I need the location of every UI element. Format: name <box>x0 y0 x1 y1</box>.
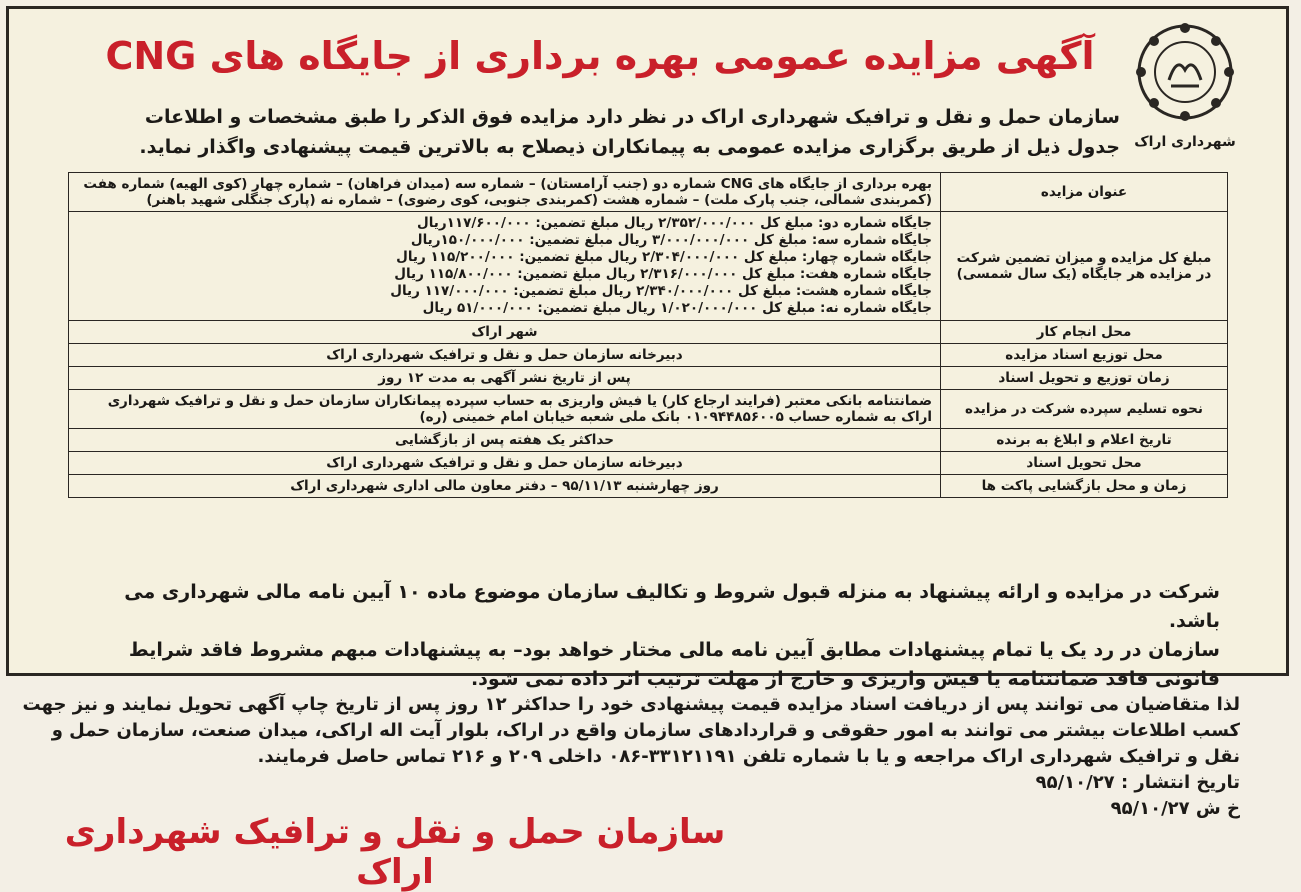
table-row <box>69 212 1228 321</box>
row-value: بهره برداری از جایگاه های CNG شماره دو (جنب آرامستان) – شماره سه (میدان فراهان) – شماره چهار (کوی الهیه) شماره هفت (کمربندی شمالی، جنب پارک ملت) – شماره هشت (کمربندی جنوبی، کوی رضوی) – شماره نه (پارک جنگلی شهید باهنر) <box>69 173 941 212</box>
row-value: دبیرخانه سازمان حمل و نقل و ترافیک شهرداری اراک <box>69 452 941 475</box>
row-label: تاریخ اعلام و ابلاغ به برنده <box>941 429 1228 452</box>
terms-paragraph: سازمان در رد یک یا تمام پیشنهادات مطابق آیین نامه مالی مختار خواهد بود– به پیشنهادات مبهم مشروط فاقد شرایط قانونی فاقد ضمانتنامه یا فیش واریزی و خارج از مهلت ترتیب اثر داده نمی شود. <box>128 639 1220 690</box>
table-row <box>69 367 1228 390</box>
table-row <box>69 321 1228 344</box>
station-amount-line: جایگاه شماره چهار: مبلغ کل ۲/۳۰۴/۰۰۰/۰۰۰ ریال مبلغ تضمین: ۱۱۵/۲۰۰/۰۰۰ ریال <box>396 249 932 265</box>
page-title: آگهی مزایده عمومی بهره برداری از جایگاه های CNG <box>105 34 1095 78</box>
table-row <box>69 452 1228 475</box>
footer-section <box>15 692 1240 822</box>
station-amount-line: جایگاه شماره هفت: مبلغ کل ۲/۳۱۶/۰۰۰/۰۰۰ ریال مبلغ تضمین: ۱۱۵/۸۰۰/۰۰۰ ریال <box>394 266 932 282</box>
row-value: روز چهارشنبه ۹۵/۱۱/۱۳ – دفتر معاون مالی اداری شهرداری اراک <box>69 475 941 498</box>
row-label: محل تحویل اسناد <box>941 452 1228 475</box>
row-value: حداکثر یک هفته پس از بازگشایی <box>69 429 941 452</box>
intro-paragraph: سازمان حمل و نقل و ترافیک شهرداری اراک در نظر دارد مزایده فوق الذکر را طبق مشخصات و اطلاعات جدول ذیل از طریق برگزاری مزایده عمومی به پیمانکاران ذیصلاح به بالاترین قیمت پیشنهادی واگذار نماید. <box>139 106 1120 158</box>
row-label: نحوه تسلیم سپرده شرکت در مزایده <box>941 390 1228 429</box>
station-amounts <box>69 212 941 321</box>
logo-caption: شهرداری اراک <box>1134 134 1236 150</box>
terms-paragraph: شرکت در مزایده و ارائه پیشنهاد به منزله قبول شروط و تکالیف سازمان موضوع ماده ۱۰ آیین نامه مالی شهرداری می باشد. <box>124 581 1220 632</box>
row-value: دبیرخانه سازمان حمل و نقل و ترافیک شهرداری اراک <box>69 344 941 367</box>
row-value: ضمانتنامه بانکی معتبر (فرایند ارجاع کار) یا فیش واریزی به حساب سپرده پیمانکاران سازمان حمل و نقل و ترافیک شهرداری اراک به شماره حساب ۰۱۰۹۴۴۸۵۶۰۰۵ بانک ملی شعبه خیابان امام خمینی (ره) <box>69 390 941 429</box>
table-row <box>69 390 1228 429</box>
footer-paragraph: لذا متقاضیان می توانند پس از دریافت اسناد مزایده قیمت پیشنهادی خود را حداکثر ۱۲ روز پس از تاریخ چاپ آگهی تحویل نمایند و نیز جهت کسب اطلاعات بیشتر می توانند به امور حقوقی و قراردادهای سازمان واقع در اراک، بلوار آیت اله اراکی، میدان صنعت، سازمان حمل و نقل و ترافیک شهرداری اراک مراجعه و یا با شماره تلفن ۳۳۱۲۱۱۹۱-۰۸۶ داخلی ۲۰۹ و ۲۱۶ تماس حاصل فرمایند. <box>22 694 1240 767</box>
table-row <box>69 173 1228 212</box>
row-label: زمان توزیع و تحویل اسناد <box>941 367 1228 390</box>
row-label: محل توزیع اسناد مزایده <box>941 344 1228 367</box>
row-label: زمان و محل بازگشایی پاکت ها <box>941 475 1228 498</box>
station-amount-line: جایگاه شماره دو: مبلغ کل ۲/۳۵۲/۰۰۰/۰۰۰ ریال مبلغ تضمین: ۱۱۷/۶۰۰/۰۰۰ریال <box>417 215 932 231</box>
publication-code: خ ش ۹۵/۱۰/۲۷ <box>1110 798 1240 819</box>
station-amount-line: جایگاه شماره هشت: مبلغ کل ۲/۳۴۰/۰۰۰/۰۰۰ ریال مبلغ تضمین: ۱۱۷/۰۰۰/۰۰۰ ریال <box>390 283 932 299</box>
row-label: مبلغ کل مزایده و میزان تضمین شرکت در مزایده هر جایگاه (یک سال شمسی) <box>941 212 1228 321</box>
auction-details-table <box>68 172 1228 498</box>
terms-section <box>100 578 1220 694</box>
station-amount-line: جایگاه شماره نه: مبلغ کل ۱/۰۲۰/۰۰۰/۰۰۰ ریال مبلغ تضمین: ۵۱/۰۰۰/۰۰۰ ریال <box>422 300 932 316</box>
table-row <box>69 475 1228 498</box>
row-label: محل انجام کار <box>941 321 1228 344</box>
station-amount-line: جایگاه شماره سه: مبلغ کل ۳/۰۰۰/۰۰۰/۰۰۰ ریال مبلغ تضمین: ۱۵۰/۰۰۰/۰۰۰ریال <box>410 232 932 248</box>
table-row <box>69 344 1228 367</box>
table-row <box>69 429 1228 452</box>
publish-date: تاریخ انتشار : ۹۵/۱۰/۲۷ <box>1035 772 1240 793</box>
organization-signature: سازمان حمل و نقل و ترافیک شهرداری اراک <box>64 812 726 892</box>
arak-municipality-logo <box>1125 20 1245 150</box>
row-value: شهر اراک <box>69 321 941 344</box>
row-label: عنوان مزایده <box>941 173 1228 212</box>
municipality-emblem-icon <box>1125 20 1245 130</box>
row-value: پس از تاریخ نشر آگهی به مدت ۱۲ روز <box>69 367 941 390</box>
